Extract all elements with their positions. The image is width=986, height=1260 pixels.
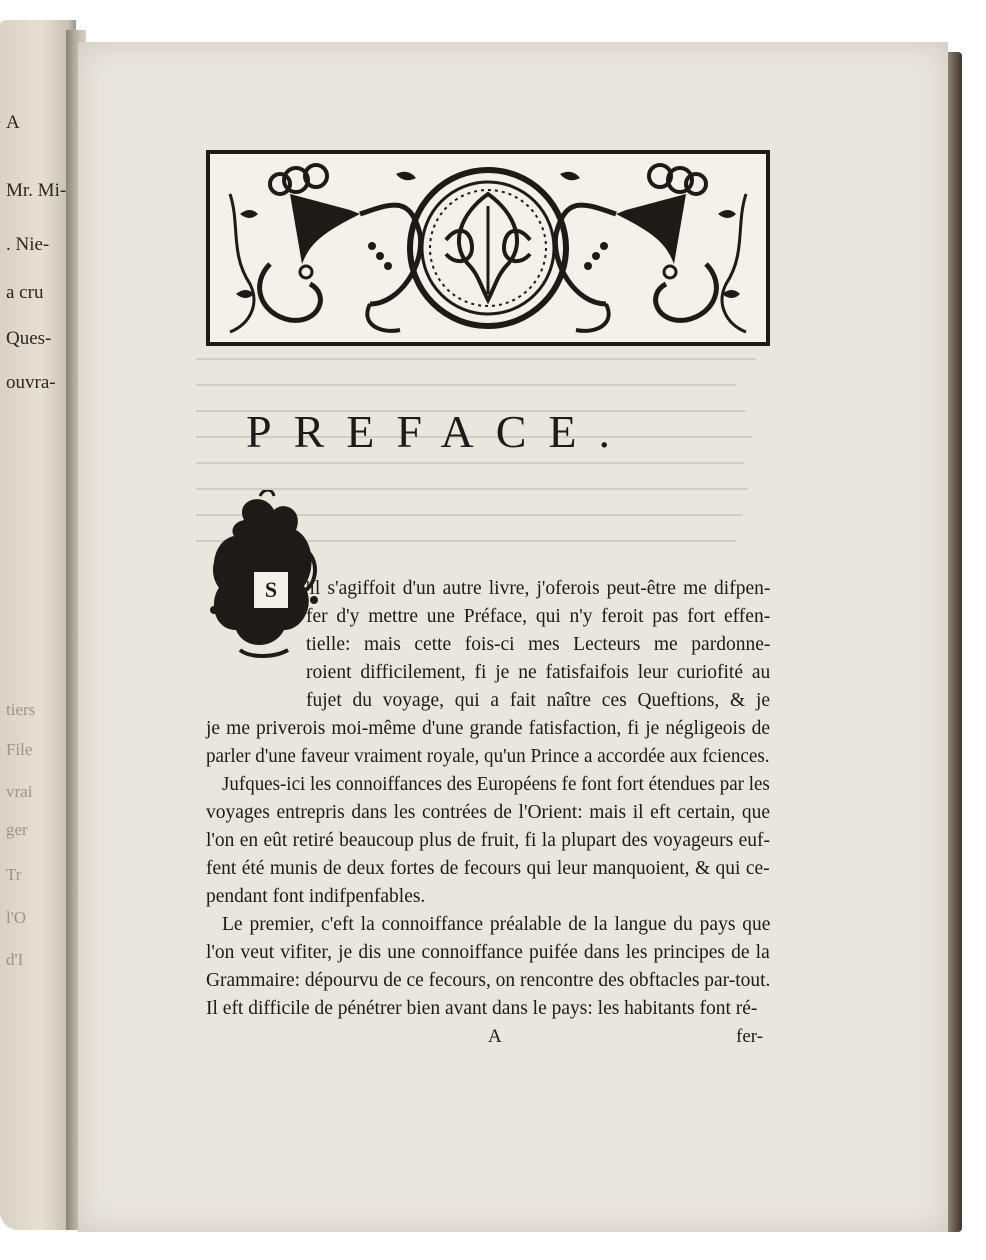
body-line: voyages entrepris dans les contrées de l'Orient: mais il eft certain, que	[206, 802, 771, 823]
drop-cap-letter: S	[254, 572, 288, 608]
body-line: l'on en eût retiré beaucoup plus de fruit, fi la plupart des voyageurs euf-	[206, 830, 770, 851]
body-line: roient difficilement, fi je ne fatisfaifois leur curiofité au	[306, 662, 771, 683]
body-line: pendant font indifpenfables.	[206, 886, 426, 907]
left-fragment: Ques-	[6, 328, 52, 349]
page-title: PREFACE.	[246, 406, 633, 457]
left-fragment: . Nie-	[6, 234, 50, 255]
left-ghost-fragment: vrai	[6, 782, 33, 801]
left-ghost-fragment: ger	[6, 820, 28, 839]
left-page	[0, 20, 76, 1230]
left-fragment: ouvra-	[6, 372, 56, 393]
body-line: fer d'y mettre une Préface, qui n'y feroit pas fort effen-	[306, 606, 771, 627]
body-line: tielle: mais cette fois-ci mes Lecteurs me pardonne-	[306, 634, 771, 655]
body-line: fent été munis de deux fortes de fecours qui leur manquoient, & qui ce-	[206, 858, 770, 879]
left-ghost-fragment: l'O	[6, 908, 27, 927]
body-line: fujet du voyage, qui a fait naître ces Queftions, & je	[306, 690, 771, 711]
left-ghost-fragment: Tr	[6, 865, 22, 884]
left-fragment: a cru	[6, 282, 44, 303]
body-line: parler d'une faveur vraiment royale, qu'un Prince a accordée aux fciences.	[206, 746, 770, 767]
ornamental-headpiece	[206, 150, 770, 346]
body-line: Grammaire: dépourvu de ce fecours, on rencontre des obftacles par-tout.	[206, 970, 771, 991]
left-ghost-fragment: d'I	[6, 950, 24, 969]
body-line: Il eft difficile de pénétrer bien avant dans le pays: les habitants font ré-	[206, 998, 758, 1019]
catchword: fer-	[736, 1026, 764, 1047]
body-line: l'on veut vifiter, je dis une connoiffance puifée dans les principes de la	[206, 942, 770, 963]
left-ghost-fragment: File	[6, 740, 33, 759]
body-line: je me priverois moi-même d'une grande fatisfaction, fi je négligeois de	[206, 718, 771, 739]
body-line: 'il s'agiffoit d'un autre livre, j'oferois peut-être me difpen-	[306, 578, 771, 599]
body-line: Jufques-ici les connoiffances des Européens fe font fort étendues par les	[222, 774, 770, 795]
signature-mark: A	[488, 1026, 502, 1047]
left-fragment: Mr. Mi-	[6, 180, 67, 201]
left-fragment: A	[6, 112, 20, 133]
headpiece-ornament	[210, 154, 766, 342]
body-line: Le premier, c'eft la connoiffance préalable de la langue du pays que	[222, 914, 771, 935]
left-ghost-fragment: tiers	[6, 700, 36, 719]
